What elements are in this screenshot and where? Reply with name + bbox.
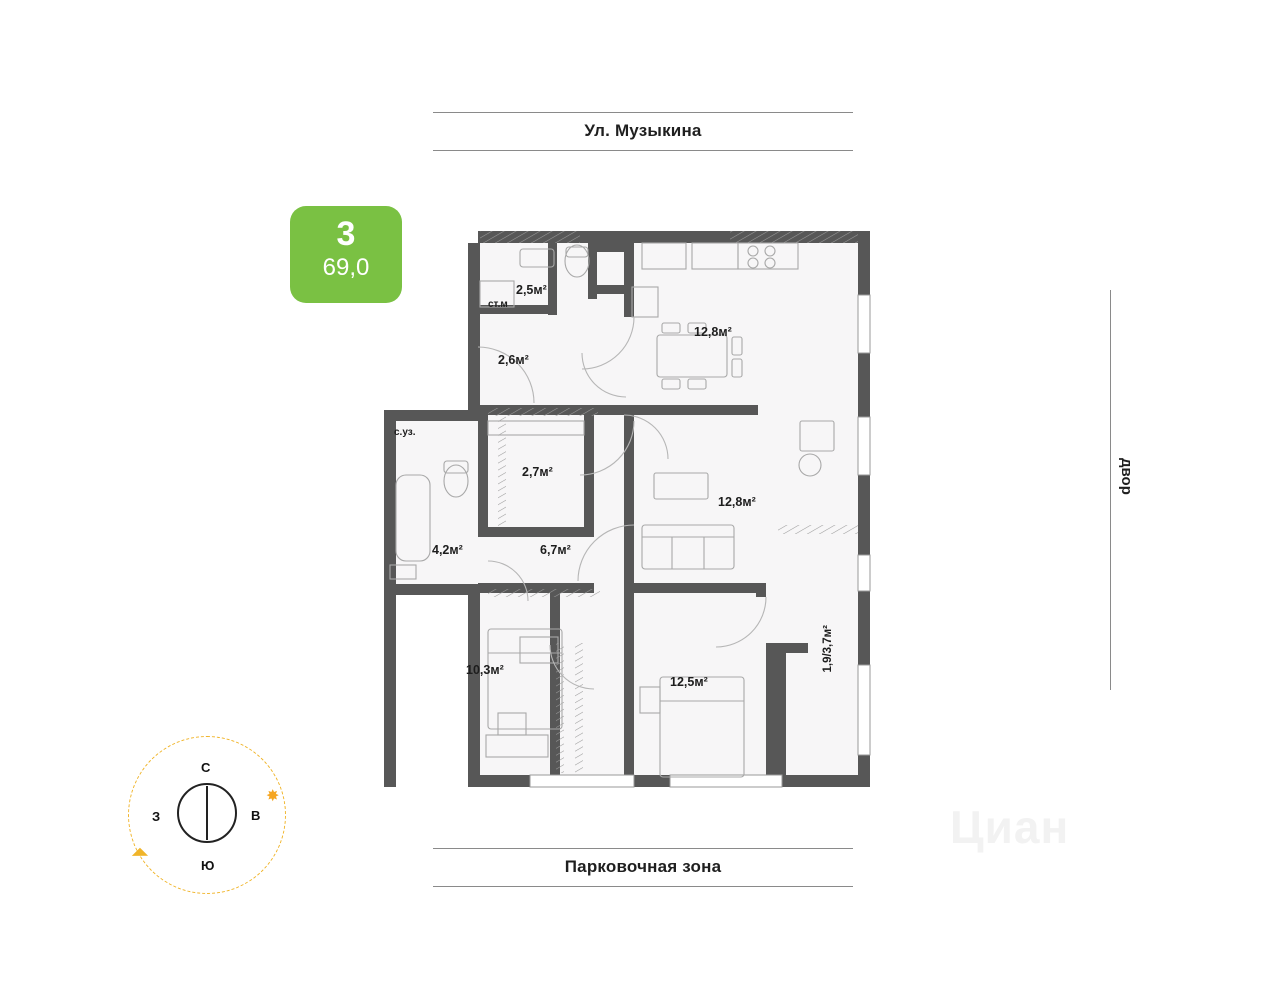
room-label-bathroom-guest: 2,5м² — [516, 283, 547, 297]
divider-bottom-lower — [433, 886, 853, 887]
sun-icon: ✸ — [266, 788, 280, 805]
compass-south-label: Ю — [201, 858, 215, 873]
room-label-water-meter: с.уз. — [394, 427, 416, 438]
compass-north-label: С — [201, 760, 211, 775]
compass-rotation-arrow-icon: ◤ — [130, 845, 151, 866]
room-label-bedroom-left: 10,3м² — [466, 663, 504, 677]
room-label-balcony: 1,9/3,7м² — [822, 625, 834, 673]
badge-rooms-count: 3 — [336, 215, 356, 253]
floor-plan-svg — [370, 225, 890, 795]
compass-west-label: З — [152, 809, 161, 824]
street-top-text: Ул. Музыкина — [584, 121, 702, 140]
yard-label-text: двор — [1118, 458, 1135, 495]
street-bottom-text: Парковочная зона — [564, 857, 722, 876]
room-label-bathroom-main: 4,2м² — [432, 543, 463, 557]
room-label-bedroom-right: 12,5м² — [670, 675, 708, 689]
room-label-hallway-entry: 2,6м² — [498, 353, 529, 367]
badge-total-area: 69,0 — [322, 254, 370, 281]
floor-plan — [370, 225, 890, 795]
compass-east-label: В — [251, 808, 261, 823]
compass-needle-icon — [206, 786, 208, 840]
room-label-wardrobe: 2,7м² — [522, 465, 553, 479]
compass-rose — [128, 736, 288, 896]
yard-label — [1110, 290, 1135, 690]
room-label-corridor: 6,7м² — [540, 543, 571, 557]
room-label-kitchen-living: 12,8м² — [694, 325, 732, 339]
room-label-living-room: 12,8м² — [718, 495, 756, 509]
divider-top-lower — [433, 150, 853, 151]
street-label-top — [433, 112, 853, 151]
room-label-washer: ст.м — [488, 299, 508, 310]
street-label-bottom — [433, 848, 853, 887]
watermark: Циан — [950, 801, 1070, 853]
